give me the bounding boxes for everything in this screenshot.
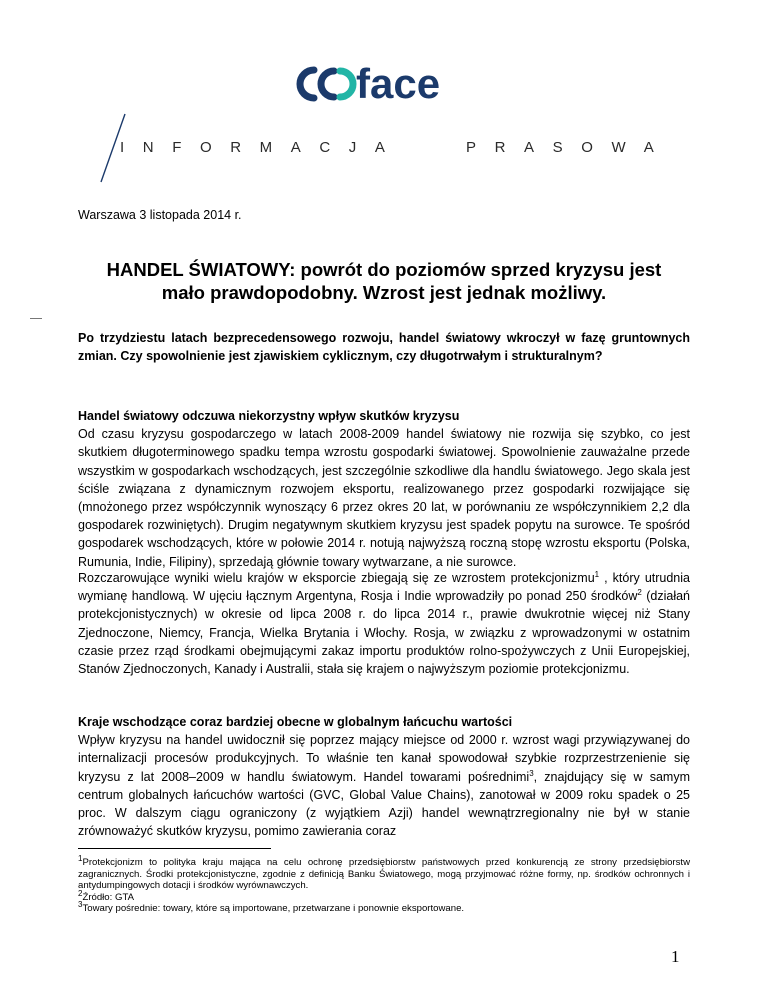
section-2-paragraph [78, 731, 690, 840]
footnote-ref-1: 1 [594, 569, 600, 579]
press-title-line-2: mało prawdopodobny. Wzrost jest jednak możliwy. [161, 282, 607, 303]
coface-logo [290, 54, 480, 108]
section-1 [78, 407, 690, 571]
footnote-2-mark: 2 [78, 888, 83, 898]
section-2-heading: Kraje wschodzące coraz bardziej obecne w globalnym łańcuchu wartości [78, 715, 513, 729]
section-1-heading: Handel światowy odczuwa niekorzystny wpływ skutków kryzysu [78, 409, 460, 423]
section-2-text-1: Wpływ kryzysu na handel uwidocznił się poprzez mający miejsce od 2000 r. wzrost wagi przywiązywanej do internalizacji procesów produkcyjnych. To właśnie ten kanał spowodował szybkie rozprzestrzenienie się kryzysu z lat 2008–2009 w handlu światowym. Handel towarami pośrednimi [78, 733, 690, 784]
footnote-3 [78, 900, 690, 915]
svg-text:face: face [356, 60, 441, 107]
lead-paragraph: Po trzydziestu latach bezprecedensowego rozwoju, handel światowy wkroczył w fazę gruntownych zmian. Czy spowolnienie jest zjawiskiem cyklicznym, czy długotrwałym i strukturalnym? [78, 331, 690, 364]
section-1-paragraph: Od czasu kryzysu gospodarczego w latach 2008-2009 handel światowy nie rozwija się szybko, co jest skutkiem długoterminowego spadku tempa wzrostu gospodarki światowej. Spowolnienie zauważalne przede wszystkim w gospodarkach wschodzących, jest szczególnie szkodliwe dla handlu światowego. Jego skala jest ściśle związana z dynamicznym rozwojem eksportu, realizowanego przez gospodarki rozwijające się (mnożonego przez współczynnik wynoszący 6 przez okres 20 lat, w porównaniu ze współczynnikiem 2,2 dla gospodarek rozwiniętych). Drugim negatywnym skutkiem kryzysu jest spadek popytu na surowce. Te spośród gospodarek wschodzących, które w połowie 2014 r. notują najwyższą roczną stopę wzrostu eksportu (Polska, Rumunia, Indie, Filipiny), sprzedają głównie towary wytwarzane, a nie surowce. [78, 427, 690, 569]
section-2 [78, 713, 690, 840]
footnote-1 [78, 853, 690, 892]
press-title-line-1: HANDEL ŚWIATOWY: powrót do poziomów sprzed kryzysu jest [106, 259, 662, 280]
paragraph-protectionism [78, 569, 690, 678]
paragraph-2-text-3: (działań protekcjonistycznych) w okresie od lipca 2008 r. do lipca 2014 r., prawie dwukrotnie więcej niż Stany Zjednoczone, Niemcy, Francja, Wielka Brytania i Włochy. Rosja, w związku z wprowadzonymi w ostatnim czasie przez rząd środkami obejmującymi zakaz importu produktów rolno-spożywczych z Unii Europejskiej, Stanów Zjednoczonych, Kanady i Australii, stała się krajem o najwyższym poziomie protekcjonizmu. [78, 589, 691, 677]
section-2-text-2: , znajdujący się w samym centrum globalnych łańcuchów wartości (GVC, Global Value Chains), zanotował w 2009 roku spadek o 25 proc. W dalszym ciągu ograniczony (z wyjątkiem Azji) handel wewnątrzregionalny nie był w stanie zrównoważyć skutków kryzysu, pomimo zawierania coraz [78, 769, 690, 839]
footnotes [78, 853, 690, 915]
footnote-separator [78, 848, 271, 849]
page-number: 1 [671, 947, 680, 966]
footnote-2 [78, 888, 690, 904]
footnote-1-text: Protekcjonizm to polityka kraju mająca na celu ochronę przedsiębiorstw państwowych przed konkurencją ze strony przedsiębiorstw zagranicznych. Środki protekcjonistyczne, zgodnie z definicją Banku Światowego, mogą przyjmować różne formy, np. środków ochronnych i antydumpingowych dotacji i środków wyrównawczych. [78, 857, 690, 892]
header-word-informacja: INFORMACJA [120, 139, 404, 156]
footnote-2-text: Źródło: GTA [82, 891, 134, 903]
press-date: Warszawa 3 listopada 2014 r. [78, 208, 242, 222]
paragraph-2-text-1: Rozczarowujące wyniki wielu krajów w eksporcie zbiegają się ze wzrostem protekcjonizmu [78, 571, 595, 585]
margin-mark [30, 318, 42, 319]
footnote-3-text: Towary pośrednie: towary, które są importowane, przetwarzane i ponownie eksportowane. [82, 903, 465, 915]
paragraph-2-text-2: , który utrudnia wymianę handlową. W ujęciu łącznym Argentyna, Rosja i Indie wprowadziły po ponad 250 środków [78, 571, 690, 604]
footnote-1-mark: 1 [78, 853, 83, 863]
header-word-prasowa: PRASOWA [466, 139, 673, 156]
press-title [78, 258, 690, 304]
footnote-ref-3: 3 [529, 768, 534, 778]
footnote-3-mark: 3 [78, 900, 83, 910]
footnote-ref-2: 2 [637, 588, 642, 598]
press-release-header [120, 139, 673, 159]
